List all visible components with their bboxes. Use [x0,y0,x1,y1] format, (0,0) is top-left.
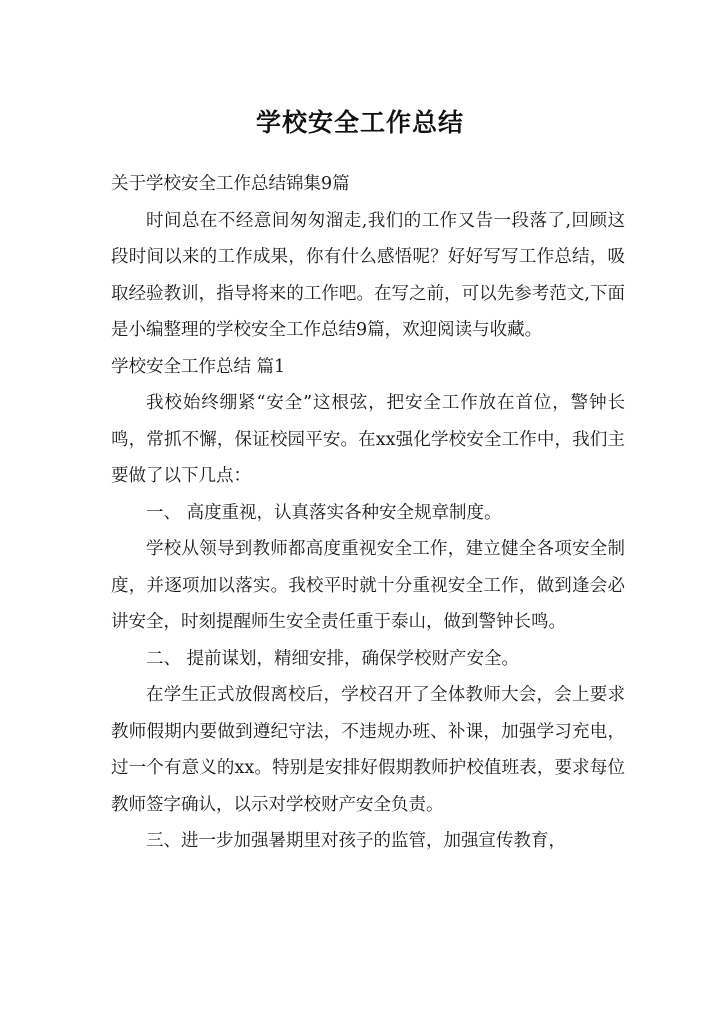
point-heading: 三、进一步加强暑期里对孩子的监管，加强宣传教育， [146,831,566,851]
body-paragraph: 在学生正式放假离校后，学校召开了全体教师大会，会上要求教师假期内要做到遵纪守法，不违规办班、补课，加强学习充电，过一个有意义的xx。特别是安排好假期教师护校值班表，要求每位教师签字确认，以示对学校财产安全负责。 [111,685,625,815]
section-heading: 学校安全工作总结 篇1 [111,356,286,377]
document-body [111,166,625,860]
document-title: 学校安全工作总结 [255,107,464,137]
body-paragraph: 学校从领导到教师都高度重视安全工作，建立健全各项安全制度，并逐项加以落实。我校平时就十分重视安全工作，做到逢会必讲安全，时刻提醒师生安全责任重于泰山，做到警钟长鸣。 [111,539,625,632]
point-heading: 一、 高度重视，认真落实各种安全规章制度。 [146,502,502,523]
body-paragraph: 我校始终绷紧“安全”这根弦，把安全工作放在首位，警钟长鸣，常抓不懈，保证校园平安。在xx强化学校安全工作中，我们主要做了以下几点： [111,393,625,486]
subtitle-line: 关于学校安全工作总结锦集9篇 [111,174,350,194]
point-heading: 二、 提前谋划，精细安排，确保学校财产安全。 [146,648,520,669]
intro-paragraph: 时间总在不经意间匆匆溜走,我们的工作又告一段落了,回顾这段时间以来的工作成果，你有什么感悟呢？好好写写工作总结，吸取经验教训，指导将来的工作吧。在写之前，可以先参考范文,下面是小编整理的学校安全工作总结9篇，欢迎阅读与收藏。 [111,210,625,340]
